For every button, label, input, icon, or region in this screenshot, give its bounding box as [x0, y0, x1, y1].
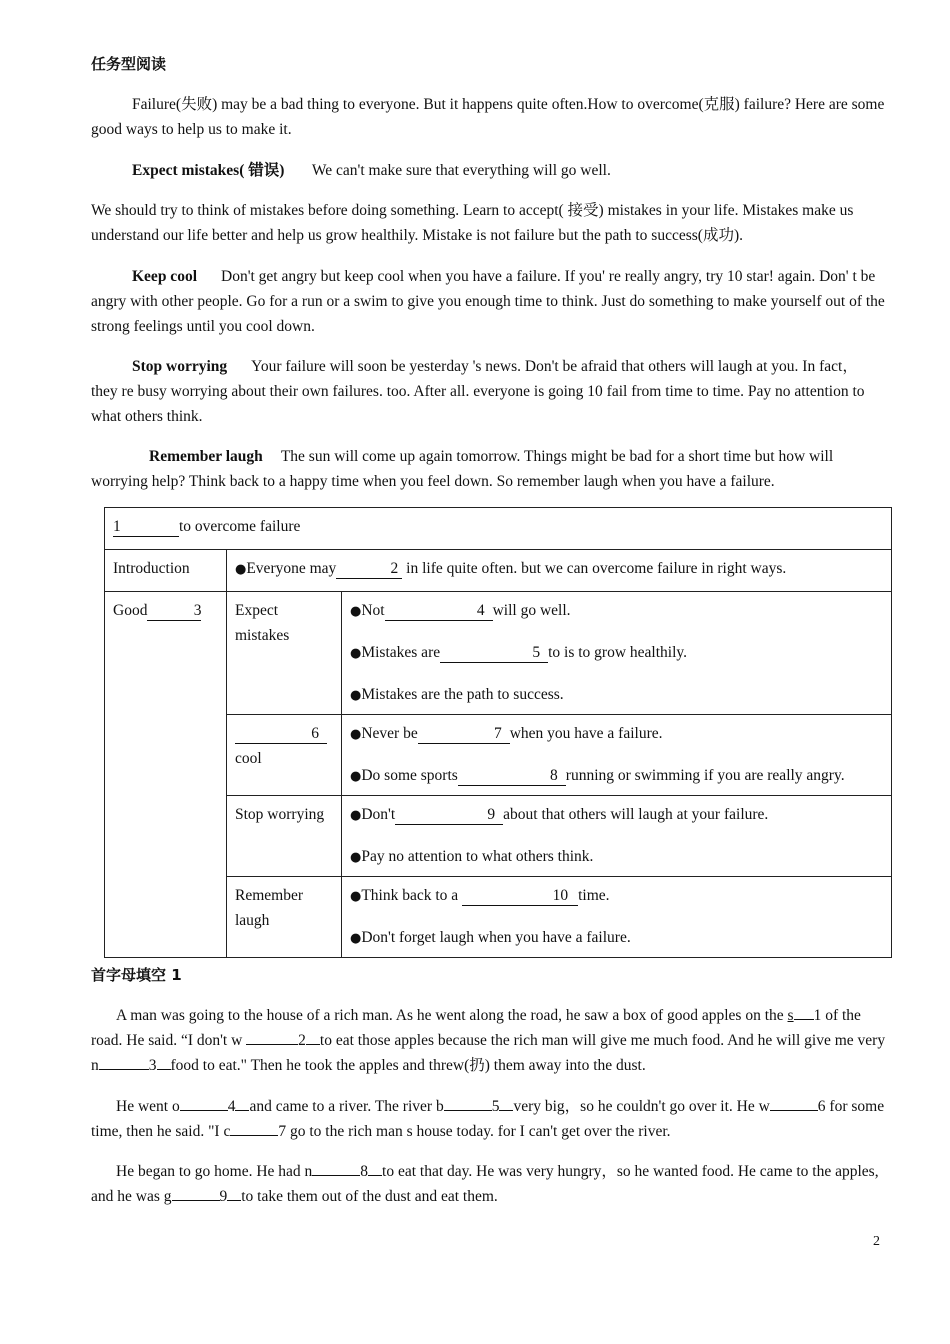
list-item: [350, 640, 883, 666]
blank-5[interactable]: 5: [440, 644, 548, 663]
underline: [306, 1044, 320, 1045]
line-text: running or swimming if you are really angry.: [565, 767, 845, 784]
cloze-blank-3[interactable]: [99, 1069, 149, 1070]
list-item: [350, 802, 883, 828]
cloze-number: 9: [219, 1188, 228, 1205]
expect-mistakes-label-cell: Expect mistakes: [227, 592, 342, 715]
line-text: Pay no attention to what others think.: [361, 848, 594, 865]
expect-mistakes-heading: Expect mistakes( 错误): [132, 162, 285, 179]
cloze-blank-1[interactable]: [794, 1019, 814, 1020]
task-reading-table: [104, 507, 892, 958]
line-text: when you have a failure.: [509, 725, 663, 742]
cloze-text: He began to go home. He had n: [116, 1163, 313, 1180]
keep-cool-label-text: cool: [235, 750, 262, 767]
line-text: Do some sports: [361, 767, 458, 784]
blank-3[interactable]: 3: [147, 602, 201, 621]
line-text: about that others will laugh at your failure.: [503, 806, 769, 823]
cloze-number: 8: [360, 1163, 369, 1180]
keep-cool-content-cell: [342, 715, 892, 796]
introduction-content-cell: [227, 550, 892, 592]
cloze-number: 3: [148, 1057, 157, 1074]
bullet-icon: ●: [350, 931, 362, 946]
line-text: time.: [578, 887, 610, 904]
cloze-text: to eat that day. He was very hungry，so he wanted food. He came to the apples, and he was g: [91, 1163, 879, 1205]
cloze-text: and came to a river. The river b: [249, 1098, 444, 1115]
cloze-text: to eat those apples because the rich man will give me much food. And he will give me very n: [91, 1032, 886, 1074]
cloze-text: He went o: [116, 1098, 180, 1115]
underline: [499, 1110, 513, 1111]
blank-10[interactable]: 10: [462, 887, 578, 906]
line-text: Don't: [361, 806, 396, 823]
intro-paragraph: Failure(失败) may be a bad thing to everyone. But it happens quite often.How to overcome(克服) failure? Here are some good ways to help us to make it.: [91, 96, 885, 138]
cloze-letter: s: [787, 1007, 794, 1024]
remember-laugh-content-cell: [342, 877, 892, 958]
keep-cool-text: Don't get angry but keep cool when you have a failure. If you' re really angry, try 10 star! again. Don' t be angry with other people. Go for a run or a swim to give you enough time to think. Just do something to make yourself out of the strong feelings until you cool down.: [91, 268, 885, 335]
cloze-blank-8[interactable]: [312, 1175, 360, 1176]
bullet-icon: ●: [350, 808, 362, 823]
stop-worrying-label-cell: Stop worrying: [227, 796, 342, 877]
remember-laugh-text: The sun will come up again tomorrow. Things might be bad for a short time but how will worrying help? Think back to a happy time when you feel down. So remember laugh when you have a failure.: [91, 448, 834, 490]
bullet-icon: ●: [350, 769, 362, 784]
line-text: Never be: [361, 725, 418, 742]
cloze-text: food to eat." Then he took the apples and threw(扔) them away into the dust.: [170, 1057, 646, 1074]
blank-4[interactable]: 4: [385, 602, 493, 621]
keep-cool-heading: Keep cool: [132, 268, 197, 285]
paragraph-expect-mistakes-head: [132, 158, 892, 183]
remember-laugh-heading: Remember laugh: [149, 448, 263, 465]
cloze-text: very big，so he couldn't go over it. He w: [513, 1098, 770, 1115]
underline: [368, 1175, 382, 1176]
list-item: [350, 682, 883, 708]
bullet-icon: ●: [235, 562, 247, 577]
bullet-icon: ●: [350, 889, 362, 904]
table-row-expect-mistakes: [105, 592, 892, 715]
cloze-blank-7[interactable]: [230, 1135, 278, 1136]
cloze-number: 5: [491, 1098, 500, 1115]
good-label-cell: [105, 592, 227, 958]
line-text: Think back to a: [361, 887, 459, 904]
blank-6[interactable]: 6: [235, 725, 327, 744]
cloze-text: of the road. He said. “I don't w: [91, 1007, 861, 1049]
stop-worrying-content-cell: [342, 796, 892, 877]
cloze-blank-2[interactable]: [246, 1044, 298, 1045]
remember-laugh-label-cell: Remember laugh: [227, 877, 342, 958]
section-title-first-letter-fill: 首字母填空 1: [91, 966, 182, 984]
cloze-text: go to the rich man s house today. for I can't get over the river.: [289, 1123, 671, 1140]
underline: [235, 1110, 249, 1111]
line-text: Not: [361, 602, 385, 619]
intro-post-text: in life quite often. but we can overcome failure in right ways.: [406, 560, 787, 577]
line-text: Mistakes are the path to success.: [361, 686, 564, 703]
bullet-icon: ●: [350, 688, 362, 703]
list-item: [350, 763, 883, 789]
cloze-blank-4[interactable]: [180, 1110, 228, 1111]
cloze-number: 4: [227, 1098, 236, 1115]
table-title-cell: [105, 508, 892, 550]
list-item: [350, 598, 883, 624]
cloze-number: 1: [813, 1007, 822, 1024]
blank-1[interactable]: 1: [113, 518, 179, 537]
line-text: Mistakes are: [361, 644, 441, 661]
line-text: to is to grow healthily.: [548, 644, 688, 661]
keep-cool-label-cell: [227, 715, 342, 796]
table-title-text: to overcome failure: [179, 518, 301, 535]
cloze-paragraph-1: [91, 1003, 886, 1078]
underline: [227, 1200, 241, 1201]
bullet-icon: ●: [350, 727, 362, 742]
good-label-text: Good: [113, 602, 148, 619]
list-item: [350, 721, 883, 747]
paragraph-remember-laugh: [91, 444, 871, 494]
cloze-blank-9[interactable]: [172, 1200, 220, 1201]
intro-pre-text: Everyone may: [246, 560, 337, 577]
blank-9[interactable]: 9: [395, 806, 503, 825]
underline: [157, 1069, 171, 1070]
page-number: 2: [873, 1234, 880, 1249]
list-item: [350, 844, 883, 870]
cloze-blank-6[interactable]: [770, 1110, 818, 1111]
cloze-text: A man was going to the house of a rich man. As he went along the road, he saw a box of good apples on the: [116, 1007, 784, 1024]
paragraph-keep-cool: [91, 264, 886, 339]
line-text: Don't forget laugh when you have a failure.: [361, 929, 631, 946]
blank-2[interactable]: 2: [336, 560, 402, 579]
expect-mistakes-body: We should try to think of mistakes before doing something. Learn to accept( 接受) mistakes in your life. Mistakes make us understand our life better and help us grow healthily. Mistake is not failure but the path to success(成功).: [91, 202, 854, 244]
cloze-blank-5[interactable]: [444, 1110, 492, 1111]
cloze-number: 2: [298, 1032, 306, 1049]
bullet-icon: ●: [350, 646, 362, 661]
cloze-text: to take them out of the dust and eat them.: [241, 1188, 498, 1205]
list-item: [350, 883, 883, 909]
cloze-number: 6: [817, 1098, 826, 1115]
line-text: will go well.: [492, 602, 571, 619]
cloze-text: for some time, then he said. "I c: [91, 1098, 885, 1140]
table-row-title: [105, 508, 892, 550]
table-row-introduction: [105, 550, 892, 592]
expect-mistakes-first-line: We can't make sure that everything will go well.: [311, 162, 611, 179]
stop-worrying-heading: Stop worrying: [132, 358, 228, 375]
section-title-task-reading: 任务型阅读: [91, 55, 167, 73]
blank-7[interactable]: 7: [418, 725, 510, 744]
bullet-icon: ●: [350, 604, 362, 619]
introduction-label-cell: Introduction: [105, 550, 227, 592]
stop-worrying-text: Your failure will soon be yesterday 's news. Don't be afraid that others will laugh at you. In fact， they re busy worrying about their own failures. too. After all. everyone is going 10 fail from time to time. Pay no attention to what others think.: [91, 358, 865, 425]
bullet-icon: ●: [350, 850, 362, 865]
list-item: [350, 925, 883, 951]
cloze-number: 7: [278, 1123, 287, 1140]
expect-mistakes-content-cell: [342, 592, 892, 715]
cloze-paragraph-3: [91, 1159, 886, 1209]
blank-8[interactable]: 8: [458, 767, 566, 786]
cloze-paragraph-2: [91, 1094, 886, 1144]
paragraph-stop-worrying: [91, 354, 886, 429]
